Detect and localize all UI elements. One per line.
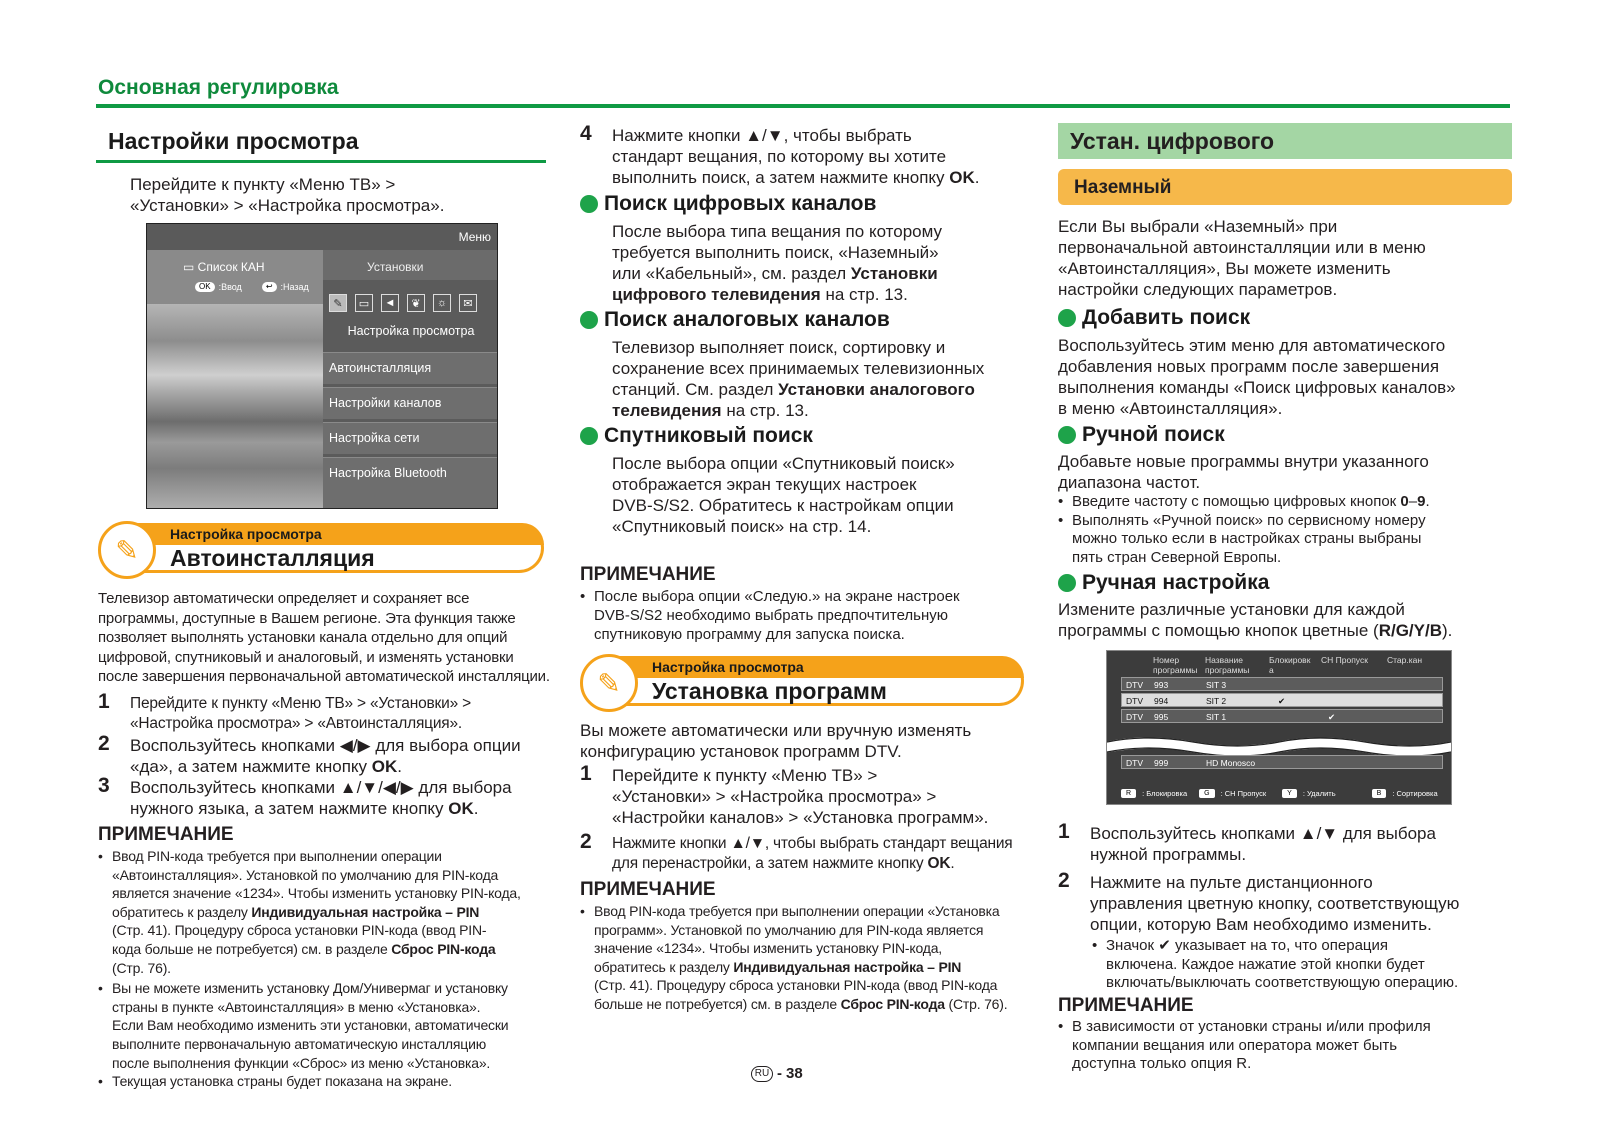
- program-step-1-text: Перейдите к пункту «Меню ТВ» > «Установки» > «Настройка просмотра» > «Настройки каналов» > «Установка программ».: [612, 766, 989, 827]
- submenu-title: Настройка просмотра: [347, 324, 475, 338]
- analog-search-heading: Поиск аналоговых каналов: [580, 308, 890, 332]
- menu-label: Меню: [147, 224, 498, 250]
- manual-search-text: Добавьте новые программы внутри указанного диапазона частот.: [1058, 452, 1429, 492]
- manual-search-heading: Ручной поиск: [1058, 423, 1225, 447]
- program-step-2-text: Нажмите кнопки ▲/▼, чтобы выбрать стандарт вещания для перенастройки, а затем нажмите кнопку OK.: [612, 835, 1013, 872]
- green-dot-icon: [580, 311, 598, 329]
- intro-text: Перейдите к пункту «Меню ТВ» > «Установки» > «Настройка просмотра».: [130, 175, 445, 215]
- digital-search-text: После выбора типа вещания по которому требуется выполнить поиск, «Наземный» или «Кабельный», см. раздел Установки цифрового телевидения на стр. 13.: [612, 222, 942, 304]
- terrestrial-intro: Если Вы выбрали «Наземный» при первоначальной автоинсталляции или в меню «Автоинсталляция», Вы можете изменить настройки следующих параметров.: [1058, 217, 1426, 299]
- terrestrial-subheading: Наземный: [1058, 169, 1512, 205]
- autoinstall-description: Телевизор автоматически определяет и сохраняет все программы, доступные в Вашем регионе. Эта функция также позволяет выполнять установки канала отдельно для опций цифровой, спутниковый и аналоговый, и изменять установки после завершения первоначальной автоматической инсталляции.: [98, 590, 550, 685]
- green-dot-icon: [1058, 309, 1076, 327]
- checkmark-icon: ✔: [1278, 696, 1286, 706]
- green-dot-icon: [1058, 426, 1076, 444]
- note-country: • В зависимости от установки страны и/или профиля компании вещания или оператора может быть доступна только опция R.: [1058, 1018, 1431, 1074]
- step-number: 1: [98, 690, 110, 713]
- manual-step-2-text: Нажмите на пульте дистанционного управления цветную кнопку, соответствующую опции, которую Вам необходимо изменить.: [1090, 873, 1460, 934]
- note-list: • Ввод PIN-кода требуется при выполнении операции «Автоинсталляция». Установкой по умолчанию для PIN-кода является значение «1234». Чтобы изменить установку PIN-кода, обратитесь к разделу Индивидуальная настройка – PIN (Стр. 41). Процедуру сброса установки PIN-кода (ввод PIN- кода больше не потребуется) см. в разделе Сброс PIN-кода (Стр. 76). • Вы не можете изменить установку Дом/Универмаг и установку страны в пункте «Автоинсталляция» в меню «Установка». Если Вам необходимо изменить эти установки, автоматически выполните первоначальную автоматическую инсталляцию после выполнения функции «Сброс» из меню «Установка». • Текущая установка страны будет показана на экране.: [98, 847, 521, 1091]
- table-row[interactable]: DTV 995 SIT 1 ✔: [1121, 709, 1443, 723]
- table-row[interactable]: DTV 993 SIT 3: [1121, 677, 1443, 691]
- manual-tune-heading: Ручная настройка: [1058, 571, 1269, 595]
- tab-strip: [147, 250, 323, 304]
- speaker-icon[interactable]: ◄: [381, 294, 399, 312]
- step-2-text: Воспользуйтесь кнопками ◀/▶ для выбора опции «да», а затем нажмите кнопку OK.: [130, 736, 521, 776]
- language-badge: RU: [751, 1066, 773, 1082]
- note-satellite: • После выбора опции «Следую.» на экране настроек DVB-S/S2 необходимо выбрать предпочтительную спутниковую программу для запуска поиска.: [580, 587, 960, 644]
- table-row[interactable]: DTV 994 SIT 2 ✔: [1121, 693, 1443, 707]
- step-number: 1: [580, 762, 592, 785]
- blue-key-icon: B: [1372, 789, 1387, 798]
- manual-step-1-text: Воспользуйтесь кнопками ▲/▼ для выбора нужной программы.: [1090, 824, 1436, 864]
- tab-settings[interactable]: Установки: [323, 250, 498, 280]
- analog-search-text: Телевизор выполняет поиск, сортировку и сохранение всех принимаемых телевизионных станций. См. раздел Установки аналогового телевидения на стр. 13.: [612, 338, 985, 420]
- menu-item-channel-settings[interactable]: Настройки каналов: [323, 387, 498, 419]
- step-number: 2: [98, 732, 110, 755]
- add-search-heading: Добавить поиск: [1058, 306, 1250, 330]
- key-hints: OK :Ввод ↩ :Назад: [195, 282, 309, 292]
- ok-key-icon: OK: [195, 282, 215, 292]
- step-number: 2: [1058, 869, 1070, 892]
- wrench-icon: ✎: [98, 521, 156, 579]
- note-pin: • Ввод PIN-кода требуется при выполнении операции «Установка программ». Установкой по умолчанию для PIN-кода является значение «1234». Чтобы изменить установку PIN-кода, обратитесь к разделу Индивидуальная настройка – PIN (Стр. 41). Процедуру сброса установки PIN-кода (ввод PIN-кода больше не потребуется) см. в разделе Сброс PIN-кода (Стр. 76).: [580, 902, 1007, 1014]
- wrench-icon: ✎: [580, 654, 638, 712]
- satellite-search-heading: Спутниковый поиск: [580, 424, 813, 448]
- program-table-screenshot: [1106, 650, 1452, 805]
- program-setup-banner: ✎ Настройка просмотра Установка программ: [580, 654, 1024, 708]
- manual-search-bullets: • Введите частоту с помощью цифровых кнопок 0–9. • Выполнять «Ручной поиск» по сервисному номеру можно только если в настройках страны выбраны пять стран Северной Европы.: [1058, 493, 1430, 567]
- checkmark-icon: ✔: [1328, 712, 1336, 722]
- step-3-text: Воспользуйтесь кнопками ▲/▼/◀/▶ для выбора нужного языка, а затем нажмите кнопку OK.: [130, 778, 512, 818]
- col-header-skip: CH Пропуск: [1321, 655, 1368, 665]
- digital-setup-heading: Устан. цифрового: [1058, 123, 1512, 159]
- table-row[interactable]: DTV 999 HD Monosco: [1121, 755, 1443, 769]
- note-heading: ПРИМЕЧАНИЕ: [580, 564, 716, 585]
- note-heading: ПРИМЕЧАНИЕ: [98, 824, 234, 845]
- section-rule: [96, 104, 1510, 108]
- mail-icon[interactable]: ✉: [459, 294, 477, 312]
- menu-item-network[interactable]: Настройка сети: [323, 422, 498, 454]
- note-heading: ПРИМЕЧАНИЕ: [1058, 995, 1194, 1016]
- green-dot-icon: [1058, 574, 1076, 592]
- step-number: 4: [580, 122, 592, 145]
- leaf-icon[interactable]: ❦: [407, 294, 425, 312]
- sun-icon[interactable]: ☼: [433, 294, 451, 312]
- yellow-key-icon: Y: [1282, 789, 1297, 798]
- step-number: 1: [1058, 820, 1070, 843]
- step-4-text: Нажмите кнопки ▲/▼, чтобы выбрать стандарт вещания, по которому вы хотите выполнить поиск, а затем нажмите кнопку OK.: [612, 126, 980, 187]
- menu-item-autoinstall[interactable]: Автоинсталляция: [323, 352, 498, 384]
- program-setup-intro: Вы можете автоматически или вручную изменять конфигурацию установок программ DTV.: [580, 721, 972, 761]
- color-key-legend: R : Блокировка G : CH Пропуск Y : Удалить B : Сортировка: [1121, 788, 1443, 799]
- checkmark-note: • Значок ✔ указывает на то, что операция включена. Каждое нажатие этой кнопки будет включать/выключать соответствующую операцию.: [1092, 937, 1458, 993]
- note-heading: ПРИМЕЧАНИЕ: [580, 879, 716, 900]
- satellite-search-text: После выбора опции «Спутниковый поиск» отображается экран текущих настроек DVB-S/S2. Обратитесь к настройкам опции «Спутниковый поиск» на стр. 14.: [612, 454, 955, 536]
- step-1-text: Перейдите к пункту «Меню ТВ» > «Установки» > «Настройка просмотра» > «Автоинсталляция».: [130, 695, 471, 732]
- view-settings-heading: Настройки просмотра: [108, 128, 359, 154]
- col-header-number: Номер программы: [1153, 655, 1198, 675]
- autoinstall-banner: ✎ Настройка просмотра Автоинсталляция: [98, 521, 544, 575]
- tv-menu-screenshot: [146, 223, 498, 509]
- col-header-name: Название программы: [1205, 655, 1250, 675]
- wrench-icon[interactable]: ✎: [329, 294, 347, 312]
- settings-icons: [329, 294, 477, 312]
- tab-channel-list[interactable]: ▭ Список КАН: [183, 260, 265, 274]
- add-search-text: Воспользуйтесь этим меню для автоматического добавления новых программ после завершения выполнения команды «Поиск цифровых каналов» в меню «Автоинсталляция».: [1058, 336, 1456, 418]
- folder-icon: ▭: [183, 260, 198, 274]
- col-header-lock: Блокировк а: [1269, 655, 1311, 675]
- digital-search-heading: Поиск цифровых каналов: [580, 192, 876, 216]
- heading-rule: [96, 160, 546, 163]
- back-key-icon: ↩: [262, 282, 277, 292]
- step-number: 3: [98, 774, 110, 797]
- menu-item-bluetooth[interactable]: Настройка Bluetooth: [323, 457, 498, 509]
- green-dot-icon: [580, 427, 598, 445]
- manual-tune-text: Измените различные установки для каждой программы с помощью кнопок цветные (R/G/Y/B).: [1058, 600, 1453, 640]
- section-title: Основная регулировка: [98, 76, 339, 99]
- red-key-icon: R: [1121, 789, 1136, 798]
- col-header-old-channel: Стар.кан: [1387, 655, 1423, 665]
- monitor-icon[interactable]: ▭: [355, 294, 373, 312]
- page-number: RU - 38: [751, 1065, 803, 1082]
- step-number: 2: [580, 830, 592, 853]
- green-key-icon: G: [1199, 789, 1214, 798]
- green-dot-icon: [580, 195, 598, 213]
